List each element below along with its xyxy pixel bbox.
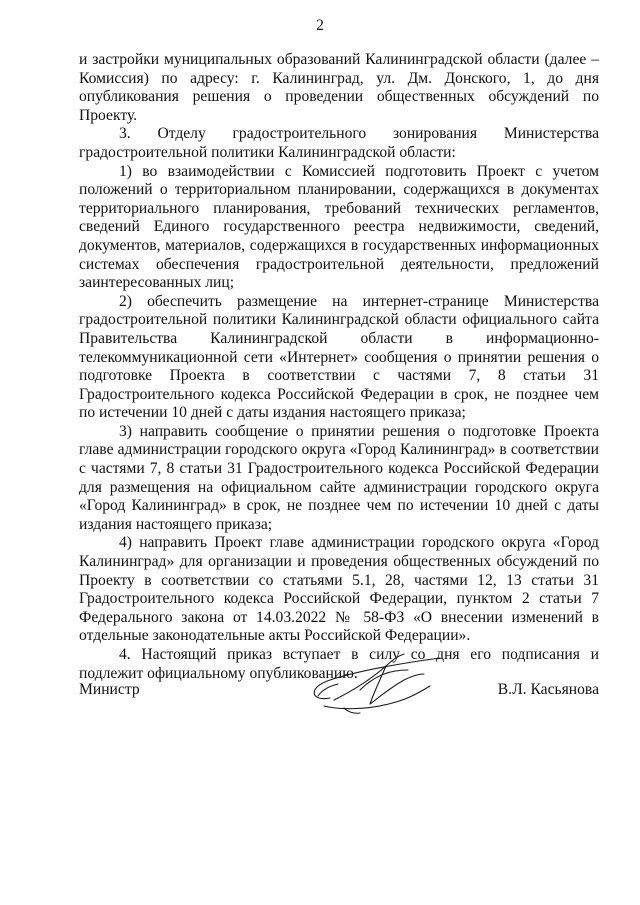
paragraph-item-4: 4. Настоящий приказ вступает в силу со дня его подписания и подлежит официальному опубликованию. <box>79 646 599 682</box>
document-body <box>79 51 599 683</box>
signature-row <box>79 681 599 705</box>
paragraph-continuation: и застройки муниципальных образований Калининградской области (далее – Комиссия) по адресу: г. Калининград, ул. Дм. Донского, 1, до дня опубликования решения о проведении общественных обсуждений по Проекту. <box>79 51 599 124</box>
paragraph-item-3: 3. Отделу градостроительного зонирования Министерства градостроительной политики Калининградской области: <box>79 125 599 161</box>
page-number: 2 <box>316 17 324 34</box>
paragraph-subitem-4: 4) направить Проект главе администрации городского округа «Город Калининград» для организации и проведения общественных обсуждений по Проекту в соответствии со статьями 5.1, 28, частями 12, 13 статьи 31 Градостроительного кодекса Российской Федерации, пунктом 2 статьи 7 Федерального закона от 14.03.2022 № 58-ФЗ «О внесении изменений в отдельные законодательные акты Российской Федерации». <box>79 534 599 645</box>
signatory-name: В.Л. Касьянова <box>497 681 599 698</box>
signatory-position: Министр <box>79 681 140 698</box>
paragraph-subitem-3: 3) направить сообщение о принятии решения о подготовке Проекта главе администрации городского округа «Город Калининград» в соответствии с частями 7, 8 статьи 31 Градостроительного кодекса Российской Федерации для размещения на официальном сайте администрации городского округа «Город Калининград» в срок, не позднее чем по истечении 10 дней с даты издания настоящего приказа; <box>79 422 599 533</box>
paragraph-subitem-2: 2) обеспечить размещение на интернет-странице Министерства градостроительной политики Калининградской области официального сайта Правительства Калининградской области в информационно-телекоммуникационной сети «Интернет» сообщения о принятии решения о подготовке Проекта в соответствии с частями 7, 8 статьи 31 Градостроительного кодекса Российской Федерации в срок, не позднее чем по истечении 10 дней с даты издания настоящего приказа; <box>79 292 599 422</box>
paragraph-subitem-1: 1) во взаимодействии с Комиссией подготовить Проект с учетом положений о территориальном планировании, содержащихся в документах территориального планирования, требований технических регламентов, сведений Единого государственного реестра недвижимости, сведений, документов, материалов, содержащихся в государственных информационных системах обеспечения градостроительной деятельности, предложений заинтересованных лиц; <box>79 162 599 292</box>
